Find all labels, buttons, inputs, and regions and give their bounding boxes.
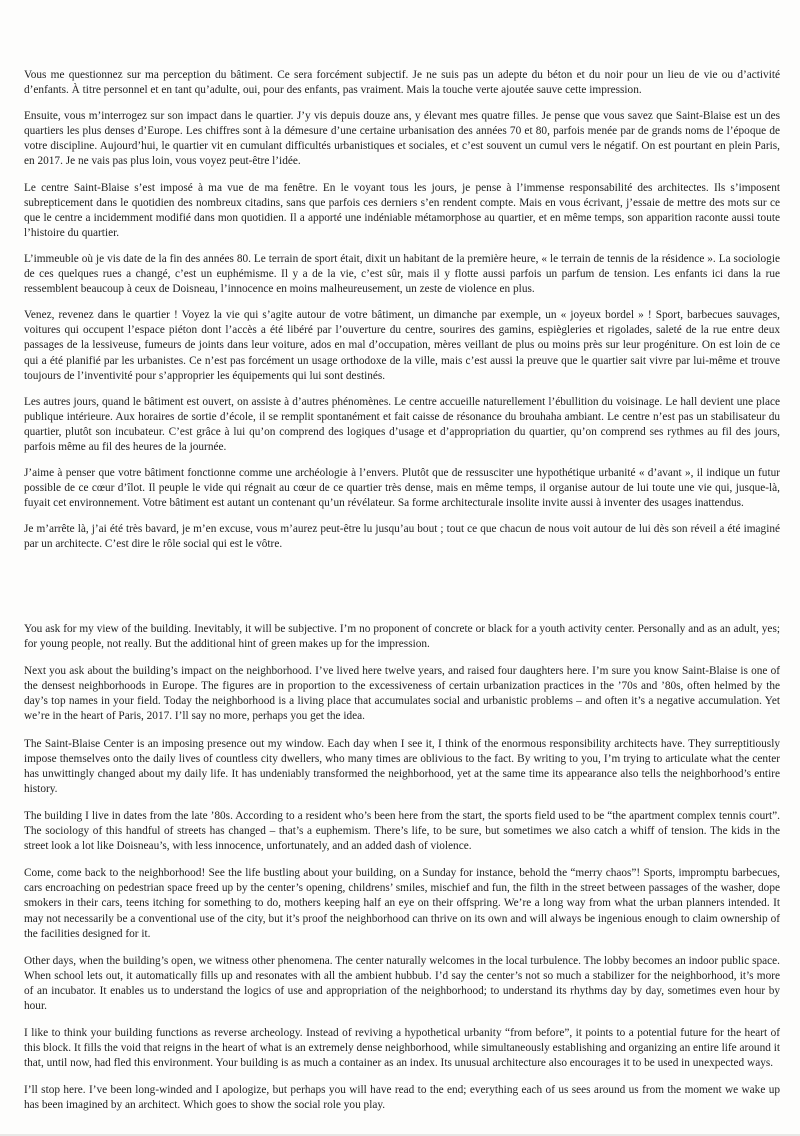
- french-paragraph: L’immeuble où je vis date de la fin des années 80. Le terrain de sport était, dixit un habitant de la première heure, « le terrain de tennis de la résidence ». La sociologie de ces quelques rues a changé, c’est un euphémisme. Il y a de la vie, c’est sûr, mais il y flotte aussi parfois un parfum de tension. Les enfants ici dans la rue ressemblent beaucoup à ceux de Doisneau, l’innocence en moins malheureusement, un zeste de violence en plus.: [24, 252, 780, 296]
- french-paragraph: Les autres jours, quand le bâtiment est ouvert, on assiste à d’autres phénomènes. Le centre accueille naturellement l’ébullition du voisinage. Le hall devient une place publique intérieure. Aux horaires de sortie d’école, il se remplit spontanément et fait caisse de résonance du brouhaha ambiant. Le centre n’est pas un stabilisateur du quartier, plutôt son incubateur. C’est grâce à lui qu’on comprend des logiques d’usage et d’appropriation du quartier, qu’on comprend ses rythmes au fil des jours, parfois même au fil des heures de la journée.: [24, 395, 780, 453]
- french-paragraph: Je m’arrête là, j’ai été très bavard, je m’en excuse, vous m’aurez peut-être lu jusqu’au bout ; tout ce que chacun de nous voit autour de lui dès son réveil a été imaginé par un architecte. C’est dire le rôle social qui est le vôtre.: [24, 523, 780, 551]
- english-paragraph: I like to think your building functions as reverse archeology. Instead of reviving a hypothetical urbanity “from before”, it points to a potential future for the heart of this block. It fills the void that reigns in the heart of what is an extremely dense neighborhood, while simultaneously establishing and organizing an entire life around it that, until now, had fled this environment. Your building is as much a container as an index. Its unusual architecture also encourages it to be used in unexpected ways.: [24, 1027, 780, 1070]
- french-paragraph: Vous me questionnez sur ma perception du bâtiment. Ce sera forcément subjectif. Je ne suis pas un adepte du béton et du noir pour un lieu de vie ou d’activité d’enfants. À titre personnel et en tant qu’adulte, oui, pour des enfants, pas vraiment. Mais la touche verte ajoutée sauve cette impression.: [24, 69, 780, 97]
- english-paragraph: Other days, when the building’s open, we witness other phenomena. The center naturally welcomes in the local turbulence. The lobby becomes an indoor public space. When school lets out, it automatically fills up and resonates with all the ambient hubbub. I’d say the center’s not so much a stabilizer for the neighborhood, it’s more of an incubator. It enables us to understand the logics of use and appropriation of the neighborhood; to understand its rhythms day by day, sometimes even hour by hour.: [24, 954, 780, 1012]
- french-text-column: [24, 68, 780, 564]
- french-paragraph: Le centre Saint-Blaise s’est imposé à ma vue de ma fenêtre. En le voyant tous les jours, je pense à l’immense responsabilité des architectes. Ils s’imposent subrepticement dans le quotidien des nombreux citadins, sans que parfois ces derniers s’en rendent compte. Mais en vous écrivant, j’essaie de mettre des mots sur ce que le centre a incidemment modifié dans mon quotidien. Il a apporté une indéniable métamorphose au quartier, et en même temps, son apparition raconte aussi toute l’histoire du quartier.: [24, 181, 780, 239]
- english-text-column: [24, 622, 780, 1126]
- english-paragraph: I’ll stop here. I’ve been long-winded and I apologize, but perhaps you will have read to the end; everything each of us sees around us from the moment we wake up has been imagined by an architect. Which goes to show the social role you play.: [24, 1084, 780, 1112]
- english-paragraph: The building I live in dates from the late ’80s. According to a resident who’s been here from the start, the sports field used to be “the apartment complex tennis court”. The sociology of this handful of streets has changed – that’s a euphemism. There’s life, to be sure, but sometimes we also catch a whiff of tension. The kids in the street look a lot like Doisneau’s, with less innocence, unfortunately, and an added dash of violence.: [24, 809, 780, 853]
- english-paragraph: Next you ask about the building’s impact on the neighborhood. I’ve lived here twelve years, and raised four daughters here. I’m sure you know Saint-Blaise is one of the densest neighborhoods in Europe. The figures are in proportion to the excessiveness of certain urbanization practices in the ’70s and ’80s, often helmed by the day’s top names in your field. Today the neighborhood is a living place that accumulates social and urbanistic problems – and often it’s a negative accumulation. Yet we’re in the heart of Paris, 2017. I’ll say no more, perhaps you get the idea.: [24, 665, 780, 723]
- french-paragraph: J’aime à penser que votre bâtiment fonctionne comme une archéologie à l’envers. Plutôt que de ressusciter une hypothétique urbanité « d’avant », il indique un futur possible de ce cœur d’îlot. Il peuple le vide qui régnait au cœur de ce quartier très dense, mais en même temps, il organise autour de lui toute une vie qui, jusque-là, fuyait cet environnement. Votre bâtiment est autant un contenant qu’un révélateur. Sa forme architecturale insolite invite aussi à inventer des usages inattendus.: [24, 467, 780, 510]
- french-paragraph: Venez, revenez dans le quartier ! Voyez la vie qui s’agite autour de votre bâtiment, un dimanche par exemple, un « joyeux bordel » ! Sport, barbecues sauvages, voitures qui occupent l’espace piéton dont l’accès a été libéré par l’ouverture du centre, sourires des gamins, espiègleries et rigolades, saleté de la rue entre deux passages de la lessiveuse, fumeurs de joints dans leur voiture, ados en mal d’occupation, mères veillant de plus ou moins près sur leur progéniture. On est loin de ce qui a été planifié par les urbanistes. Ce n’est pas forcément un usage orthodoxe de la ville, mais c’est aussi la preuve que le quartier sait vivre par lui-même et trouve toujours de l’inventivité pour s’approprier les équipements qui lui sont destinés.: [24, 309, 780, 382]
- english-paragraph: You ask for my view of the building. Inevitably, it will be subjective. I’m no proponent of concrete or black for a youth activity center. Personally and as an adult, yes; for young people, not really. But the additional hint of green makes up for the impression.: [24, 623, 780, 651]
- french-paragraph: Ensuite, vous m’interrogez sur son impact dans le quartier. J’y vis depuis douze ans, y élevant mes quatre filles. Je pense que vous savez que Saint-Blaise est un des quartiers les plus denses d’Europe. Les chiffres sont à la démesure d’une certaine urbanisation des années 70 et 80, parfois menée par de grands noms de l’époque de votre discipline. Aujourd’hui, le quartier vit en cumulant difficultés urbanistiques et sociales, et c’est souvent un cumul vers le négatif. On est pourtant en plein Paris, en 2017. Je ne vais pas plus loin, vous voyez peut-être l’idée.: [24, 110, 780, 168]
- english-paragraph: Come, come back to the neighborhood! See the life bustling about your building, on a Sunday for instance, behold the “merry chaos”! Sports, impromptu barbecues, cars encroaching on pedestrian space freed up by the center’s opening, childrens’ smiles, mischief and fun, the filth in the street between passages of the washer, dope smokers in their cars, teens itching for something to do, mothers keeping half an eye on their offspring. We’re a long way from what the urban planners intended. It may not necessarily be a conventional use of the city, but it’s proof the neighborhood can thrive on its own and will always be ingenious enough to claim ownership of the facilities designed for it.: [24, 867, 780, 940]
- english-paragraph: The Saint-Blaise Center is an imposing presence out my window. Each day when I see it, I think of the enormous responsibility architects have. They surreptitiously impose themselves onto the daily lives of countless city dwellers, who many times are oblivious to the fact. By writing to you, I’m trying to articulate what the center has unwittingly changed about my daily life. It has undeniably transformed the neighborhood, yet at the same time its appearance also tells the neighborhood’s entire history.: [24, 737, 780, 795]
